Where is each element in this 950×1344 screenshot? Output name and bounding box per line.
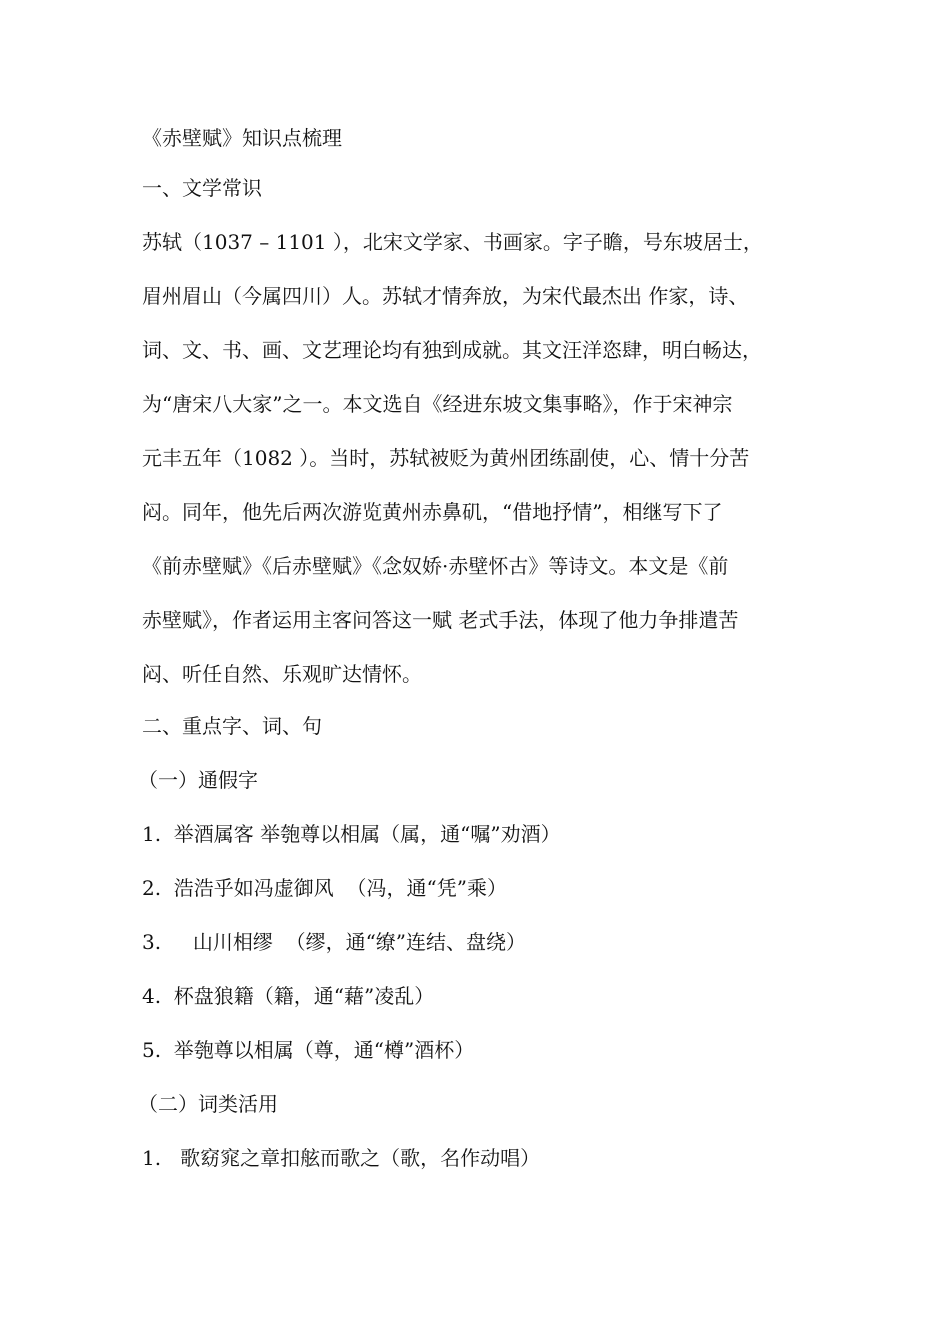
subsection-heading-word-class-conversion: （二）词类活用 [138, 1092, 278, 1116]
paragraph-line: 词、文、书、画、文艺理论均有独到成就。其文汪洋恣肆，明白畅达， [142, 338, 762, 362]
subsection-heading-loan-characters: （一）通假字 [138, 768, 258, 792]
paragraph-line: 苏轼（1037 – 1101 ），北宋文学家、书画家。字子瞻，号东坡居士， [142, 230, 763, 254]
list-item: 1. 歌窈窕之章扣舷而歌之（歌，名作动唱） [142, 1146, 541, 1170]
list-item: 5. 举匏尊以相属（尊，通“樽”酒杯） [142, 1038, 475, 1062]
list-item: 2. 浩浩乎如冯虚御风 （冯，通“凭”乘） [142, 876, 507, 900]
paragraph-line: 眉州眉山（今属四川）人。苏轼才情奔放，为宋代最杰出 作家，诗、 [142, 284, 749, 308]
list-item: 1. 举酒属客 举匏尊以相属（属，通“嘱”劝酒） [142, 822, 561, 846]
paragraph-line: 元丰五年（1082 ）。当时，苏轼被贬为黄州团练副使，心、情十分苦 [142, 446, 750, 470]
paragraph-line: 《前赤壁赋》《后赤壁赋》《念奴娇·赤壁怀古》等诗文。本文是《前 [142, 554, 729, 578]
list-item: 3. 山川相缪 （缪，通“缭”连结、盘绕） [142, 930, 527, 954]
document-title: 《赤壁赋》知识点梳理 [142, 126, 342, 150]
paragraph-line: 为“唐宋八大家”之一。本文选自《经进东坡文集事略》，作于宋神宗 [142, 392, 733, 416]
paragraph-line: 赤壁赋》，作者运用主客问答这一赋 老式手法，体现了他力争排遣苦 [142, 608, 739, 632]
section-heading-literary-knowledge: 一、文学常识 [142, 176, 262, 200]
list-item: 4. 杯盘狼籍（籍，通“藉”凌乱） [142, 984, 435, 1008]
paragraph-line: 闷、听任自然、乐观旷达情怀。 [142, 662, 422, 686]
paragraph-line: 闷。同年，他先后两次游览黄州赤鼻矶，“借地抒情”，相继写下了 [142, 500, 723, 524]
section-heading-key-words: 二、重点字、词、句 [142, 714, 322, 738]
